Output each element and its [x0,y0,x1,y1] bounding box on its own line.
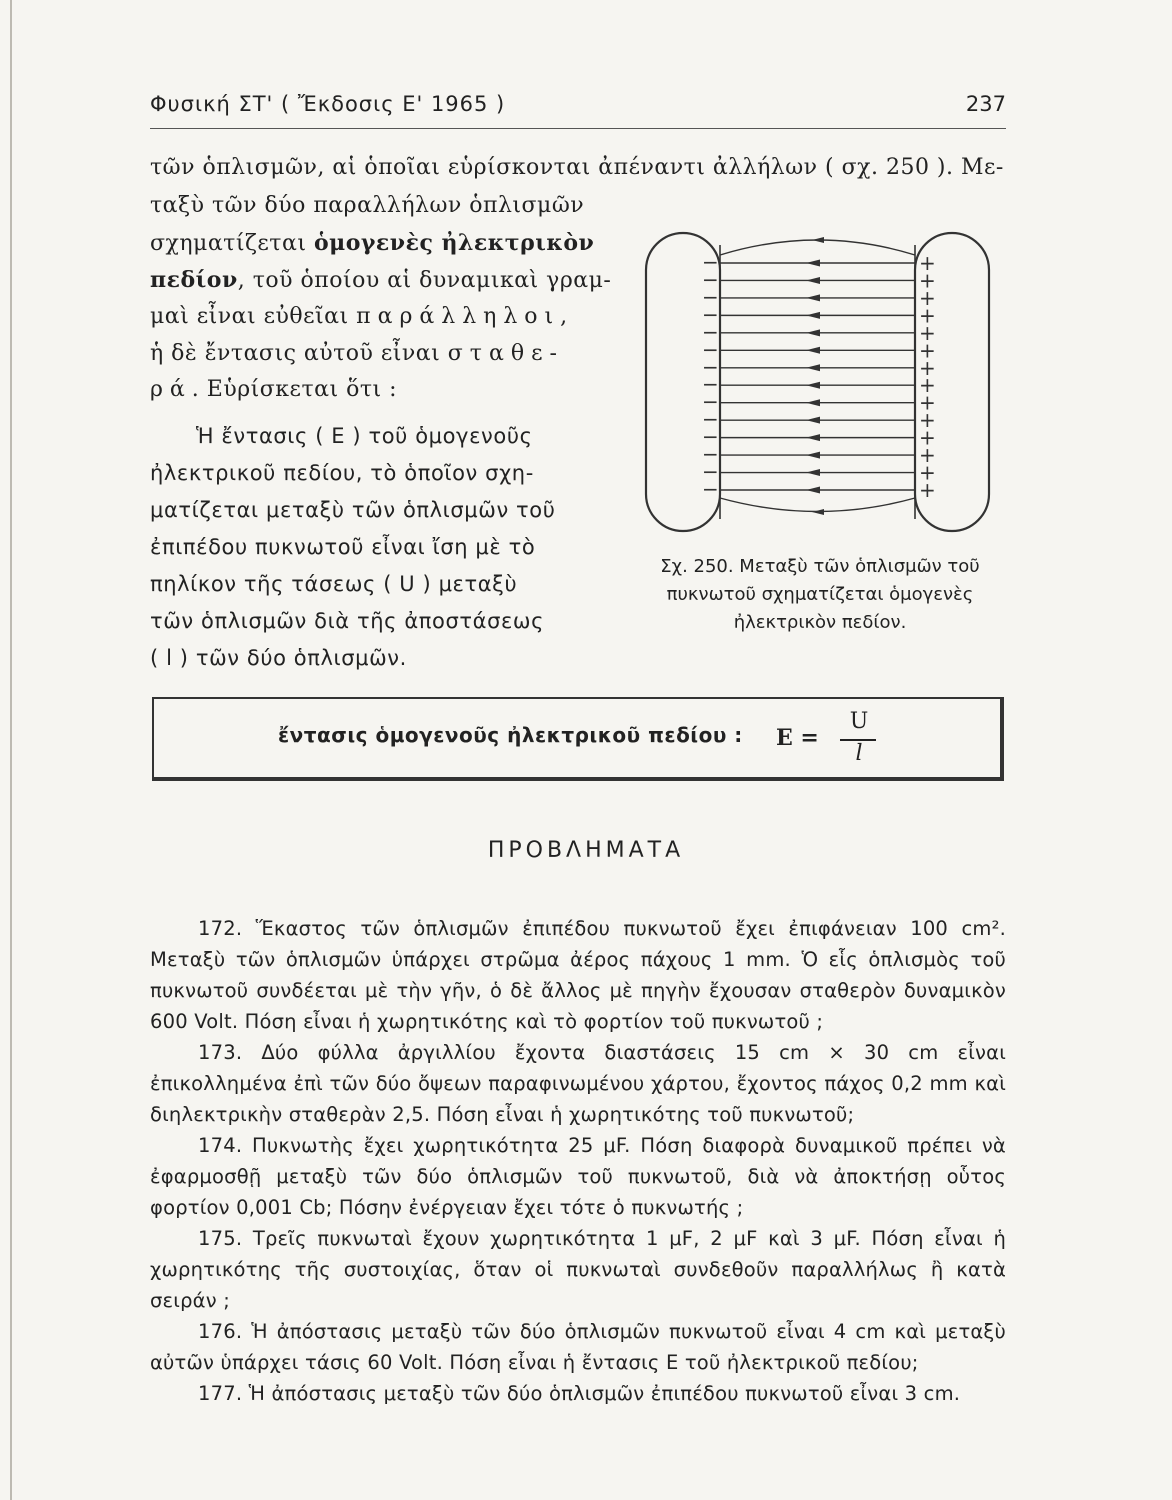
minus-charge: − [702,250,719,274]
formula-numerator: U [849,709,869,734]
field-arrow [806,294,820,301]
plus-charge: + [919,251,936,275]
minus-charge: − [702,389,719,414]
field-arrow [806,434,820,441]
plus-charge: + [919,303,936,328]
field-arrow [806,364,820,371]
caption-line-3: ἠλεκτρικὸν πεδίον. [733,612,907,633]
problem-item: 175. Τρεῖς πυκνωταὶ ἔχουν χωρητικότητα 1 μF, 2 μF καὶ 3 μF. Πόση εἶναι ἡ χωρητικότης τῆς συστοιχίας, ὅταν οἱ πυκνωταὶ συνδεθοῦν παραλλήλως ἢ κατὰ σειράν ; [150,1227,1006,1312]
plus-charge: + [919,390,936,415]
bold-term: ὁμογενὲς ἠλεκτρικὸν [313,230,595,256]
fringe-line-bottom [720,498,915,512]
minus-charge: − [702,442,719,467]
rule-line-6: τῶν ὁπλισμῶν διὰ τῆς ἀποστάσεως [150,609,545,633]
bold-term: πεδίον [150,267,238,293]
problems-list [150,913,1006,1409]
spaced-term: σταθε- [447,341,564,366]
minus-charge: − [702,354,719,379]
formula-denominator: l [855,741,863,766]
formula-box [152,697,1004,781]
plus-charge: + [919,478,936,502]
running-header [150,88,1006,129]
problem-item: 172. Ἕκαστος τῶν ὁπλισμῶν ἐπιπέδου πυκνωτοῦ ἔχει ἐπιφάνειαν 100 cm². Μεταξὺ τῶν ὁπλισμῶν ὑπάρχει στρῶμα ἀέρος πάχους 1 mm. Ὁ εἷς ὁπλισμὸς τοῦ πυκνωτοῦ συνδέεται μὲ τὴν γῆν, ὁ δὲ ἄλλος μὲ πηγὴν ἔχουσαν σταθερὸν δυναμικὸν 600 Volt. Πόση εἶναι ἡ χωρητικότης καὶ τὸ φορτίον τοῦ πυκνωτοῦ ; [150,917,1006,1033]
running-title: Φυσική ΣΤ' ( Ἔκδοσις Ε' 1965 ) [150,92,506,116]
field-arrow [812,237,824,243]
spaced-term: ρά [150,377,192,402]
field-arrow [806,487,820,494]
minus-charge: − [702,407,719,432]
problems-heading: ΠΡΟΒΛΗΜΑΤΑ [487,838,685,863]
intro-line-7: ρά. Εὑρίσκεται ὅτι : [150,377,398,402]
field-arrow [806,277,820,284]
field-arrow [806,452,820,459]
problem-item: 173. Δύο φύλλα ἀργιλλίου ἔχοντα διαστάσεις 15 cm × 30 cm εἶναι ἐπικολλημένα ἐπὶ τῶν δύο ὄψεων παραφινωμένου χάρτου, ἔχοντος πάχος 0,2 mm καὶ διηλεκτρικὴν σταθερὰν 2,5. Πόση εἶναι ἡ χωρητικότης τοῦ πυκνωτοῦ; [150,1041,1006,1126]
plus-charge: + [919,268,936,293]
plus-charge: + [919,355,936,380]
intro-line-4: πεδίον, τοῦ ὁποίου αἱ δυναμικαὶ γραμ- [150,267,612,293]
formula-label: ἔντασις ὁμογενοῦς ἠλεκτρικοῦ πεδίου : [278,723,743,747]
page-number: 237 [965,92,1006,116]
field-arrow [806,312,820,319]
rule-line-4: ἐπιπέδου πυκνωτοῦ εἶναι ἴση μὲ τὸ [150,535,536,559]
field-arrow [806,329,820,336]
rule-line-5: πηλίκον τῆς τάσεως ( U ) μεταξὺ [150,572,518,596]
minus-charge: − [702,372,719,397]
field-arrow [806,469,820,476]
minus-charge: − [702,267,719,292]
problem-item: 177. Ἡ ἀπόστασις μεταξὺ τῶν δύο ὁπλισμῶν ἐπιπέδου πυκνωτοῦ εἶναι 3 cm. [198,1382,961,1405]
caption-line-1: Σχ. 250. Μεταξὺ τῶν ὁπλισμῶν τοῦ [660,556,980,577]
problem-item: 176. Ἡ ἀπόστασις μεταξὺ τῶν δύο ὁπλισμῶν πυκνωτοῦ εἶναι 4 cm καὶ μεταξὺ αὐτῶν ὑπάρχει τάσις 60 Volt. Πόση εἶναι ἡ ἔντασις Ε τοῦ ἠλεκτρικοῦ πεδίου; [150,1320,1006,1374]
rule-line-3: ματίζεται μεταξὺ τῶν ὁπλισμῶν τοῦ [150,498,556,522]
plus-charge: + [919,425,936,450]
rule-line-2: ἠλεκτρικοῦ πεδίου, τὸ ὁποῖον σχη- [150,461,534,485]
capacitor-diagram [640,225,1000,565]
minus-charge: − [702,424,719,449]
plus-charge: + [919,373,936,398]
plus-charge: + [919,285,936,310]
caption-line-2: πυκνωτοῦ σχηματίζεται ὁμογενὲς [666,584,974,605]
capacitor-figure [640,225,1000,565]
problem-item: 174. Πυκνωτὴς ἔχει χωρητικότητα 25 μF. Πόση διαφορὰ δυναμικοῦ πρέπει νὰ ἐφαρμοσθῇ μεταξὺ τῶν δύο ὁπλισμῶν τοῦ πυκνωτοῦ, διὰ νὰ ἀποκτήσῃ οὗτος φορτίον 0,001 Cb; Πόσην ἐνέργειαν ἔχει τότε ὁ πυκνωτής ; [150,1134,1006,1219]
spaced-term: παράλληλοι, [356,304,575,329]
minus-charge: − [702,319,719,344]
field-arrow [812,509,824,515]
intro-line-6: ἡ δὲ ἔντασις αὐτοῦ εἶναι σταθε- [150,341,564,366]
rule-line-1: Ἡ ἔντασις ( Ε ) τοῦ ὁμογενοῦς [196,424,533,448]
page-edge [10,0,12,1500]
intro-line-3: σχηματίζεται ὁμογενὲς ἠλεκτρικὸν [150,230,595,256]
minus-charge: − [702,284,719,309]
minus-charge: − [702,477,719,501]
rule-line-7: ( l ) τῶν δύο ὁπλισμῶν. [150,646,407,670]
field-arrow [806,260,820,267]
figure-caption [630,553,1010,637]
field-arrow [806,382,820,389]
intro-line-1: τῶν ὁπλισμῶν, αἱ ὁποῖαι εὑρίσκονται ἀπέναντι ἀλλήλων ( σχ. 250 ). Με- [150,155,1004,180]
minus-charge: − [702,459,719,484]
fringe-line-top [720,240,915,255]
minus-charge: − [702,337,719,362]
formula-lhs: E = [776,725,819,751]
plus-charge: + [919,320,936,345]
minus-charge: − [702,302,719,327]
plus-charge: + [919,443,936,468]
field-arrow [806,347,820,354]
plus-charge: + [919,338,936,363]
plus-charge: + [919,460,936,485]
field-arrow [806,417,820,424]
intro-line-2: ταξὺ τῶν δύο παραλλήλων ὁπλισμῶν [150,193,585,218]
plus-charge: + [919,408,936,433]
field-arrow [806,399,820,406]
intro-line-5: μαὶ εἶναι εὐθεῖαι παράλληλοι, [150,304,575,329]
formula-equation [776,709,886,769]
